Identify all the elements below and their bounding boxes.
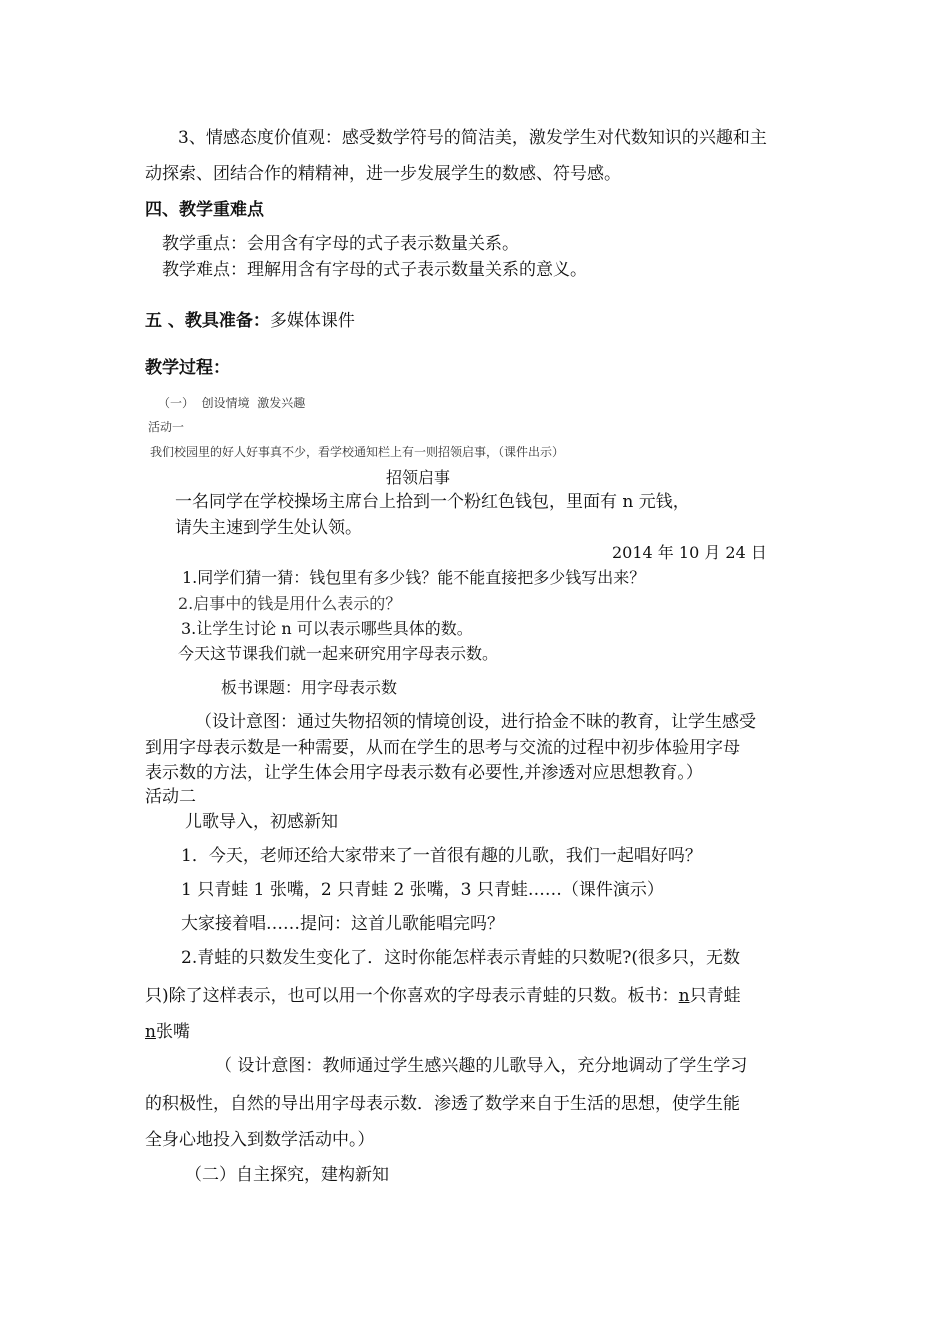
design-intent-1-line2: 到用字母表示数是一种需要，从而在学生的思考与交流的过程中初步体验用字母 <box>145 738 740 758</box>
activity-1-intro: 我们校园里的好人好事真不少，看学校通知栏上有一则招领启事，（课件出示） <box>150 445 565 459</box>
frog-line2-board: 只青蛙 <box>689 986 741 1006</box>
activity-2-label: 活动二 <box>145 787 196 807</box>
notice-line2: 请失主速到学生处认领。 <box>175 518 362 538</box>
activity-1-label: 活动一 <box>148 420 185 434</box>
question-1: 1.同学们猜一猜：钱包里有多少钱？能不能直接把多少钱写出来？ <box>182 568 646 587</box>
design-intent-1-line3: 表示数的方法，让学生体会用字母表示数有必要性,并渗透对应思想教育。） <box>145 763 703 783</box>
design-intent-2-line1: （ 设计意图：教师通过学生感兴趣的儿歌导入，充分地调动了学生学习 <box>215 1056 748 1076</box>
question-3: 3.让学生讨论 n 可以表示哪些具体的数。 <box>181 619 473 638</box>
board-title: 板书课题：用字母表示数 <box>221 678 398 697</box>
part-1-title: （一） 创设情境 激发兴趣 <box>158 396 306 410</box>
frog-line2-variable: n <box>678 986 690 1006</box>
song-question-1: 1．今天，老师还给大家带来了一首很有趣的儿歌，我们一起唱好吗？ <box>181 846 702 866</box>
notice-line1: 一名同学在学校操场主席台上拾到一个粉红色钱包，里面有 n 元钱， <box>175 492 690 512</box>
frog-line3-board: 张嘴 <box>155 1022 190 1042</box>
frog-line1: 2.青蛙的只数发生变化了．这时你能怎样表示青蛙的只数呢?(很多只，无数 <box>181 948 740 968</box>
objective-3-line2: 动探索、团结合作的精精神，进一步发展学生的数感、符号感。 <box>145 164 621 184</box>
frog-line2-text: 只)除了这样表示，也可以用一个你喜欢的字母表示青蛙的只数。板书： <box>145 986 679 1006</box>
notice-date: 2014 年 10 月 24 日 <box>612 543 767 562</box>
section-5 <box>145 311 355 331</box>
section-5-content: 多媒体课件 <box>269 311 355 331</box>
part-2-title: （二）自主探究，建构新知 <box>185 1165 389 1185</box>
today-topic: 今天这节课我们就一起来研究用字母表示数。 <box>178 644 499 663</box>
section-4-heading: 四、教学重难点 <box>145 200 264 220</box>
song-question-2: 大家接着唱……提问：这首儿歌能唱完吗？ <box>181 914 504 934</box>
design-intent-1-line1: （设计意图：通过失物招领的情境创设，进行拾金不昧的教育，让学生感受 <box>195 712 756 732</box>
frog-line2 <box>145 986 741 1006</box>
frog-line3 <box>145 1022 190 1042</box>
key-point: 教学重点：会用含有字母的式子表示数量关系。 <box>162 234 519 254</box>
song-intro: 儿歌导入，初感新知 <box>185 812 338 832</box>
design-intent-2-line2: 的积极性，自然的导出用字母表示数．渗透了数学来自于生活的思想，使学生能 <box>145 1094 740 1114</box>
difficulty-point: 教学难点：理解用含有字母的式子表示数量关系的意义。 <box>162 260 587 280</box>
frog-line3-variable: n <box>145 1022 156 1042</box>
process-heading: 教学过程： <box>145 358 230 378</box>
objective-3-line1: 3、情感态度价值观：感受数学符号的简洁美，激发学生对代数知识的兴趣和主 <box>178 128 767 148</box>
section-5-heading: 五 、教具准备： <box>145 311 270 331</box>
notice-title: 招领启事 <box>386 468 451 487</box>
design-intent-2-line3: 全身心地投入到数学活动中。） <box>145 1130 375 1150</box>
song-lyrics: 1 只青蛙 1 张嘴，2 只青蛙 2 张嘴，3 只青蛙……（课件演示） <box>181 880 664 900</box>
question-2: 2.启事中的钱是用什么表示的？ <box>178 594 402 613</box>
